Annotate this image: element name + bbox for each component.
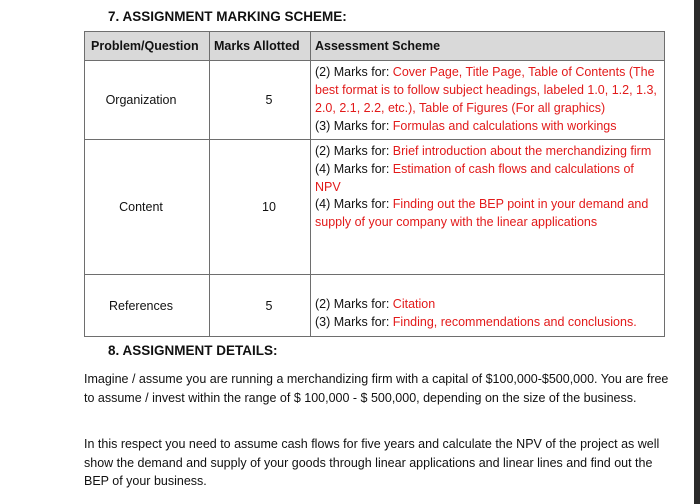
header-marks-allotted: Marks Allotted (210, 32, 311, 61)
scheme-label: (2) Marks for: (315, 144, 393, 158)
scheme-label: (4) Marks for: (315, 197, 393, 212)
scheme-item (315, 296, 660, 314)
row-name: References (85, 275, 210, 337)
scheme-item (315, 118, 660, 136)
row-marks: 5 (210, 275, 311, 337)
table-row-references (85, 275, 665, 337)
row-scheme (311, 61, 665, 140)
header-assessment-scheme: Assessment Scheme (311, 32, 665, 61)
scheme-item (315, 161, 660, 197)
scheme-text: Finding out the BEP point in your demand and supply of your company with the linear applications (315, 197, 649, 230)
scheme-label: (2) Marks for: (315, 297, 393, 312)
scheme-item (315, 196, 660, 232)
scheme-text: Finding, recommendations and conclusions. (392, 315, 637, 330)
scheme-item (315, 143, 660, 161)
right-edge-shadow (694, 0, 700, 504)
marking-scheme-table (84, 31, 665, 337)
scheme-label: (2) Marks for: (315, 65, 393, 80)
scheme-label: (3) Marks for: (315, 118, 393, 133)
details-paragraph-1: Imagine / assume you are running a merchandizing firm with a capital of $100,000-$500,000. You are free to assume / invest within the range of $ 100,000 - $ 500,000, depending on the size of the business. (84, 372, 669, 405)
row-scheme (311, 275, 665, 337)
scheme-label: (4) Marks for: (315, 161, 393, 176)
section-8-heading: 8. ASSIGNMENT DETAILS: (108, 343, 278, 358)
row-name: Organization (85, 61, 210, 140)
scheme-item (315, 64, 660, 117)
row-marks: 10 (210, 140, 311, 275)
section-7-heading: 7. ASSIGNMENT MARKING SCHEME: (108, 9, 347, 24)
scheme-text: Citation (392, 297, 436, 312)
details-paragraph-2: In this respect you need to assume cash flows for five years and calculate the NPV of the project as well show the demand and supply of your goods through linear applications and linear lines and find out the BEP of your business. (84, 437, 660, 488)
row-name: Content (85, 140, 210, 275)
row-marks: 5 (210, 61, 311, 140)
header-problem-question: Problem/Question (85, 32, 210, 61)
scheme-label: (3) Marks for: (315, 315, 393, 330)
table-row-organization (85, 61, 665, 140)
scheme-text: Cover Page, Title Page, Table of Contents (The best format is to follow subject headings, labeled 1.0, 1.2, 1.3, 2.0, 2.1, 2.2, etc.), Table of Figures (For all graphics) (315, 65, 657, 115)
scheme-text: Formulas and calculations with workings (392, 118, 617, 133)
row-scheme (311, 140, 665, 275)
scheme-text: Brief introduction about the merchandizing firm (392, 144, 652, 158)
table-header-row (85, 32, 665, 61)
scheme-text: Estimation of cash flows and calculations of NPV (315, 161, 634, 194)
scheme-item (315, 314, 660, 332)
table-row-content (85, 140, 665, 275)
